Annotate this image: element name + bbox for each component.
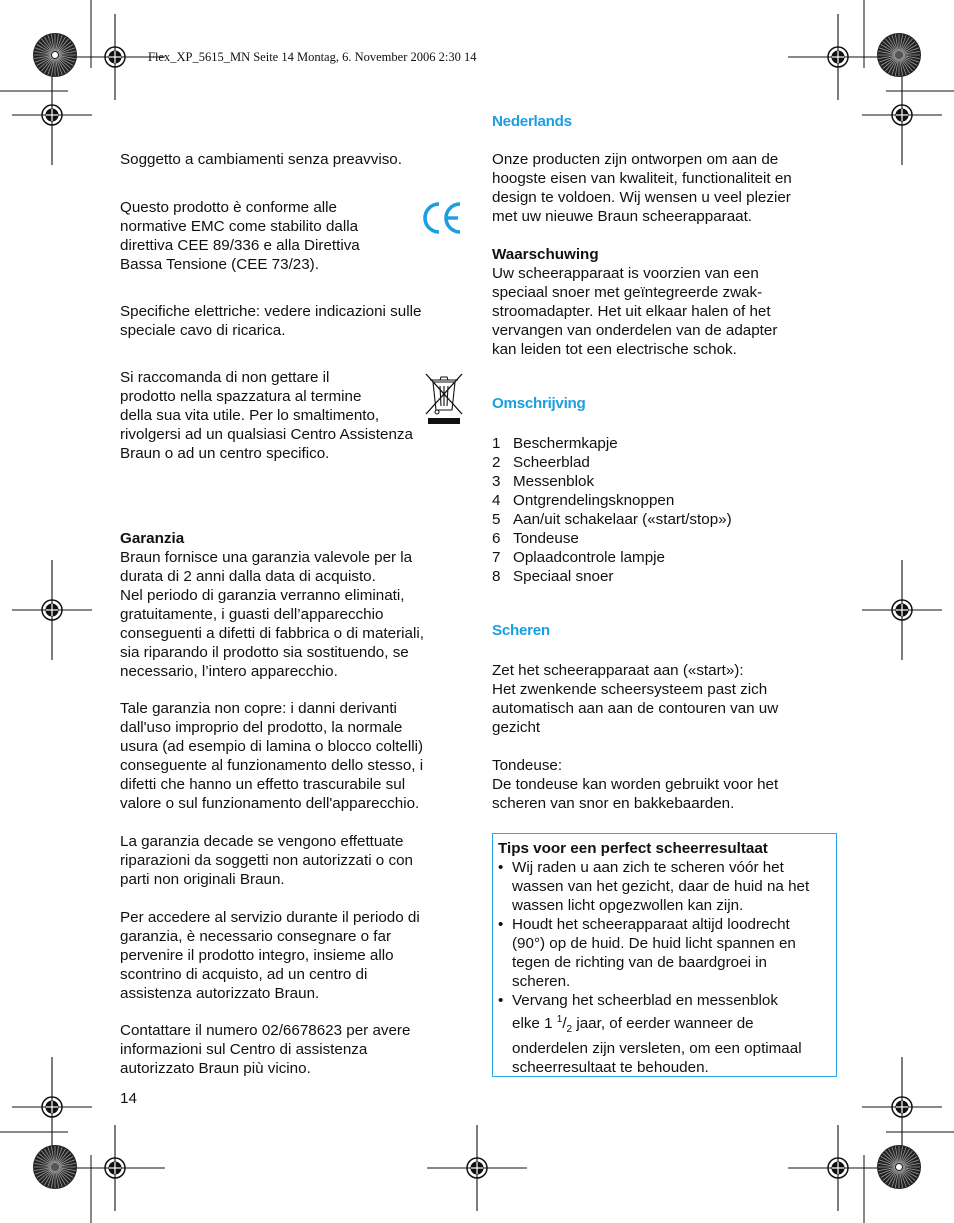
- heading-scheren: Scheren: [492, 622, 550, 639]
- list-item: 5 Aan/uit schakelaar («start/stop»): [492, 511, 732, 528]
- warning-text: Uw scheerapparaat is voorzien van een speciaal snoer met geïntegreerde zwak- stroomadapter. Het uit elkaar halen of het vervangen van onderdelen van de adapter kan leiden tot een electrische schok.: [492, 265, 778, 358]
- conformity-statement: Questo prodotto è conforme alle normative EMC come stabilito dalla direttiva CEE 89/336 e alla Direttiva Bassa Tensione (CEE 73/23).: [120, 199, 360, 273]
- weee-crossed-bin-icon: [424, 370, 464, 426]
- print-slug: Flex_XP_5615_MN Seite 14 Montag, 6. November 2006 2:30 14: [148, 50, 477, 64]
- list-item: 3 Messenblok: [492, 473, 595, 490]
- list-item: 2 Scheerblad: [492, 454, 590, 471]
- heading-nederlands: Nederlands: [492, 113, 572, 130]
- tips-box: [492, 833, 837, 1077]
- parts-list: [492, 434, 837, 586]
- warning-section: [492, 245, 837, 359]
- electrical-specs: Specifiche elettriche: vedere indicazioni sulle speciale cavo di ricarica.: [120, 303, 422, 339]
- tips-list: [498, 858, 830, 1077]
- page-number: 14: [120, 1090, 137, 1107]
- warning-heading: Waarschuwing: [492, 246, 599, 263]
- list-item: • Vervang het scheerblad en messenblok elke 1 $^1/_2$ jaar, of eerder wanneer de onderdelen zijn versleten, om een optimaal scheerresultaat te behouden.: [498, 992, 802, 1077]
- warranty-paragraph-1: Braun fornisce una garanzia valevole per la durata di 2 anni dalla data di acquisto. Nel periodo di garanzia verranno eliminati, gratuitamente, i guasti dell’apparecchio conseguenti a difetti di fabbrica o di materiali, sia riparando il prodotto sia sostituendo, se necessario, l’intero apparecchio.: [120, 549, 424, 680]
- warranty-paragraph-4: Per accedere al servizio durante il periodo di garanzia, è necessario consegnare o far pervenire il prodotto integro, insieme allo scontrino di acquisto, ad un centro di assistenza autorizzato Braun.: [120, 909, 420, 1002]
- intro-paragraph: Onze producten zijn ontworpen om aan de hoogste eisen van kwaliteit, functionaliteit en design te voldoen. Wij wensen u veel plezier met uw nieuwe Braun scheerapparaat.: [492, 151, 792, 225]
- warranty-paragraph-2: Tale garanzia non copre: i danni derivanti dall'uso improprio del prodotto, la normale usura (ad esempio di lamina o blocco coltelli) conseguente al funzionamento dello stesso, i difetti che hanno un effetto trascurabile sul valore o sul funzionamento dell'apparecchio.: [120, 700, 424, 812]
- warranty-section: [120, 529, 465, 681]
- shaving-paragraph-1: Zet het scheerapparaat aan («start»): Het zwenkende scheersysteem past zich automatisch aan aan de contouren van uw gezicht: [492, 662, 779, 736]
- list-item: • Houdt het scheerapparaat altijd loodrecht (90°) op de huid. De huid licht spannen en tegen de richting van de baardgroei in scheren.: [498, 916, 796, 990]
- list-item: 1 Beschermkapje: [492, 435, 618, 452]
- list-item: • Wij raden u aan zich te scheren vóór het wassen van het gezicht, daar de huid na het wassen licht opgezwollen kan zijn.: [498, 859, 810, 914]
- warranty-heading: Garanzia: [120, 530, 185, 547]
- list-item: 4 Ontgrendelingsknoppen: [492, 492, 675, 509]
- tips-heading: Tips voor een perfect scheerresultaat: [498, 840, 768, 857]
- list-item: 6 Tondeuse: [492, 530, 579, 547]
- shaving-paragraph-2: Tondeuse: De tondeuse kan worden gebruikt voor het scheren van snor en bakkebaarden.: [492, 757, 779, 812]
- ce-mark-icon: [421, 200, 463, 236]
- heading-omschrijving: Omschrijving: [492, 395, 586, 412]
- change-notice: Soggetto a cambiamenti senza preavviso.: [120, 151, 402, 168]
- list-item: 8 Speciaal snoer: [492, 568, 614, 585]
- warranty-paragraph-5: Contattare il numero 02/6678623 per avere informazioni sul Centro di assistenza autorizzato Braun più vicino.: [120, 1022, 411, 1077]
- list-item: 7 Oplaadcontrole lampje: [492, 549, 665, 566]
- warranty-paragraph-3: La garanzia decade se vengono effettuate riparazioni da soggetti non autorizzati o con parti non originali Braun.: [120, 833, 413, 888]
- disposal-notice: Si raccomanda di non gettare il prodotto nella spazzatura al termine della sua vita utile. Per lo smaltimento, rivolgersi ad un qualsiasi Centro Assistenza Braun o ad un centro specifico.: [120, 369, 413, 462]
